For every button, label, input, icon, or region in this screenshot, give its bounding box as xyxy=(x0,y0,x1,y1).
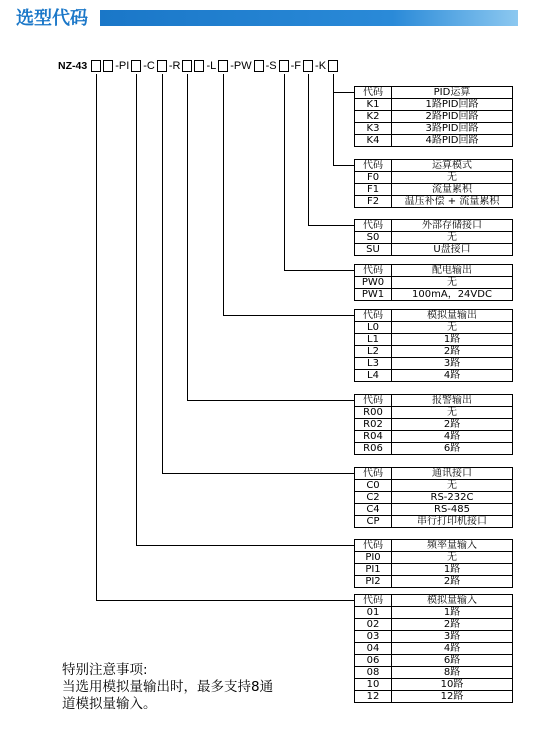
table-row xyxy=(355,172,513,184)
cell-code: C0 xyxy=(355,480,392,492)
spec-table-f xyxy=(354,159,513,208)
cell-desc: 无 xyxy=(392,480,513,492)
table-row xyxy=(355,655,513,667)
code-separator: -K xyxy=(315,60,327,72)
table-row xyxy=(355,135,513,147)
table-row xyxy=(355,691,513,703)
cell-code: 06 xyxy=(355,655,392,667)
cell-desc: 无 xyxy=(392,172,513,184)
leader-line xyxy=(224,74,355,316)
header-desc: 运算模式 xyxy=(392,160,513,172)
cell-code: PI1 xyxy=(355,564,392,576)
cell-desc: 串行打印机接口 xyxy=(392,516,513,528)
cell-desc: 2路 xyxy=(392,346,513,358)
cell-code: CP xyxy=(355,516,392,528)
table-row xyxy=(355,492,513,504)
cell-code: R02 xyxy=(355,419,392,431)
cell-code: L1 xyxy=(355,334,392,346)
cell-code: R06 xyxy=(355,443,392,455)
section-title-text: 选型代码 xyxy=(16,8,88,29)
table-row xyxy=(355,334,513,346)
spec-table-s xyxy=(354,219,513,256)
spec-table-pw xyxy=(354,264,513,301)
cell-code: 03 xyxy=(355,631,392,643)
cell-code: F1 xyxy=(355,184,392,196)
code-separator: -L xyxy=(206,60,217,72)
table-row xyxy=(355,679,513,691)
code-separator: -PI xyxy=(115,60,130,72)
cell-desc: 8路 xyxy=(392,667,513,679)
header-code: 代码 xyxy=(355,160,392,172)
cell-desc: 3路PID回路 xyxy=(392,123,513,135)
table-header-row xyxy=(355,265,513,277)
special-note xyxy=(62,662,273,713)
table-row xyxy=(355,619,513,631)
table-row xyxy=(355,123,513,135)
header-desc: 配电输出 xyxy=(392,265,513,277)
cell-code: K2 xyxy=(355,111,392,123)
leader-line xyxy=(334,74,355,93)
cell-desc: 2路 xyxy=(392,419,513,431)
code-separator: -PW xyxy=(230,60,252,72)
cell-desc: 无 xyxy=(392,552,513,564)
cell-code: K3 xyxy=(355,123,392,135)
leader-line xyxy=(285,74,355,271)
table-row xyxy=(355,407,513,419)
cell-code: F0 xyxy=(355,172,392,184)
cell-code: C4 xyxy=(355,504,392,516)
note-line-2: 道模拟量输入。 xyxy=(62,696,157,712)
cell-code: S0 xyxy=(355,232,392,244)
header-desc: PID运算 xyxy=(392,87,513,99)
cell-desc: 4路 xyxy=(392,643,513,655)
header-code: 代码 xyxy=(355,265,392,277)
table-header-row xyxy=(355,87,513,99)
table-header-row xyxy=(355,468,513,480)
code-separator: -R xyxy=(168,60,181,72)
cell-desc: 10路 xyxy=(392,679,513,691)
cell-code: PI2 xyxy=(355,576,392,588)
cell-code: R00 xyxy=(355,407,392,419)
code-separator: -C xyxy=(143,60,155,72)
header-code: 代码 xyxy=(355,395,392,407)
cell-desc: 1路 xyxy=(392,607,513,619)
cell-desc: 1路 xyxy=(392,334,513,346)
table-row xyxy=(355,643,513,655)
leader-line xyxy=(188,74,355,401)
cell-code: SU xyxy=(355,244,392,256)
cell-code: K1 xyxy=(355,99,392,111)
leader-line xyxy=(163,74,355,474)
table-row xyxy=(355,277,513,289)
cell-desc: 3路 xyxy=(392,358,513,370)
table-header-row xyxy=(355,540,513,552)
cell-desc: U盘接口 xyxy=(392,244,513,256)
spec-table-r xyxy=(354,394,513,455)
table-row xyxy=(355,443,513,455)
table-row xyxy=(355,184,513,196)
cell-desc: 100mA，24VDC xyxy=(392,289,513,301)
cell-code: F2 xyxy=(355,196,392,208)
table-row xyxy=(355,232,513,244)
cell-code: C2 xyxy=(355,492,392,504)
cell-desc: 2路 xyxy=(392,576,513,588)
cell-desc: 4路 xyxy=(392,370,513,382)
spec-table-k xyxy=(354,86,513,147)
spec-table-ai xyxy=(354,594,513,703)
table-row xyxy=(355,607,513,619)
cell-desc: 12路 xyxy=(392,691,513,703)
header-code: 代码 xyxy=(355,220,392,232)
header-desc: 模拟量输出 xyxy=(392,310,513,322)
cell-desc: 6路 xyxy=(392,655,513,667)
model-code-prefix: NZ-43 xyxy=(58,60,88,72)
table-header-row xyxy=(355,395,513,407)
table-row xyxy=(355,99,513,111)
header-desc: 模拟量输入 xyxy=(392,595,513,607)
table-row xyxy=(355,244,513,256)
leader-line xyxy=(97,74,355,601)
table-row xyxy=(355,419,513,431)
table-row xyxy=(355,431,513,443)
table-row xyxy=(355,196,513,208)
table-header-row xyxy=(355,595,513,607)
table-row xyxy=(355,111,513,123)
table-row xyxy=(355,631,513,643)
cell-desc: 6路 xyxy=(392,443,513,455)
table-row xyxy=(355,667,513,679)
table-row xyxy=(355,289,513,301)
cell-desc: 3路 xyxy=(392,631,513,643)
table-header-row xyxy=(355,310,513,322)
table-row xyxy=(355,576,513,588)
leader-line xyxy=(309,74,355,226)
cell-code: L2 xyxy=(355,346,392,358)
cell-code: L0 xyxy=(355,322,392,334)
header-desc: 外部存储接口 xyxy=(392,220,513,232)
cell-desc: 无 xyxy=(392,407,513,419)
cell-desc: 4路PID回路 xyxy=(392,135,513,147)
table-row xyxy=(355,370,513,382)
cell-desc: 无 xyxy=(392,322,513,334)
cell-desc: 温压补偿 + 流量累积 xyxy=(392,196,513,208)
cell-code: 01 xyxy=(355,607,392,619)
spec-table-c xyxy=(354,467,513,528)
table-row xyxy=(355,358,513,370)
cell-desc: 2路PID回路 xyxy=(392,111,513,123)
header-code: 代码 xyxy=(355,87,392,99)
table-row xyxy=(355,322,513,334)
cell-code: 02 xyxy=(355,619,392,631)
table-row xyxy=(355,504,513,516)
cell-code: L3 xyxy=(355,358,392,370)
header-code: 代码 xyxy=(355,468,392,480)
cell-code: K4 xyxy=(355,135,392,147)
code-separator: -S xyxy=(265,60,277,72)
cell-desc: 无 xyxy=(392,232,513,244)
header-code: 代码 xyxy=(355,310,392,322)
header-desc: 通讯接口 xyxy=(392,468,513,480)
cell-desc: 2路 xyxy=(392,619,513,631)
spec-table-l xyxy=(354,309,513,382)
header-desc: 频率量输入 xyxy=(392,540,513,552)
cell-code: 08 xyxy=(355,667,392,679)
cell-desc: 1路 xyxy=(392,564,513,576)
leader-line xyxy=(334,74,355,166)
cell-code: L4 xyxy=(355,370,392,382)
note-line-1: 当选用模拟量输出时，最多支持8通 xyxy=(62,679,274,695)
cell-code: 10 xyxy=(355,679,392,691)
table-row xyxy=(355,480,513,492)
table-row xyxy=(355,346,513,358)
header-code: 代码 xyxy=(355,595,392,607)
table-header-row xyxy=(355,220,513,232)
cell-desc: 1路PID回路 xyxy=(392,99,513,111)
cell-code: PI0 xyxy=(355,552,392,564)
header-desc: 报警输出 xyxy=(392,395,513,407)
leader-line xyxy=(137,74,355,546)
table-header-row xyxy=(355,160,513,172)
cell-desc: 4路 xyxy=(392,431,513,443)
cell-code: 12 xyxy=(355,691,392,703)
code-separator: -F xyxy=(290,60,302,72)
table-row xyxy=(355,516,513,528)
note-title: 特别注意事项: xyxy=(62,662,148,678)
cell-code: PW1 xyxy=(355,289,392,301)
table-row xyxy=(355,552,513,564)
cell-desc: 流量累积 xyxy=(392,184,513,196)
cell-desc: RS-232C xyxy=(392,492,513,504)
cell-code: PW0 xyxy=(355,277,392,289)
table-row xyxy=(355,564,513,576)
cell-desc: 无 xyxy=(392,277,513,289)
header-code: 代码 xyxy=(355,540,392,552)
cell-code: R04 xyxy=(355,431,392,443)
cell-code: 04 xyxy=(355,643,392,655)
cell-desc: RS-485 xyxy=(392,504,513,516)
spec-table-pi xyxy=(354,539,513,588)
